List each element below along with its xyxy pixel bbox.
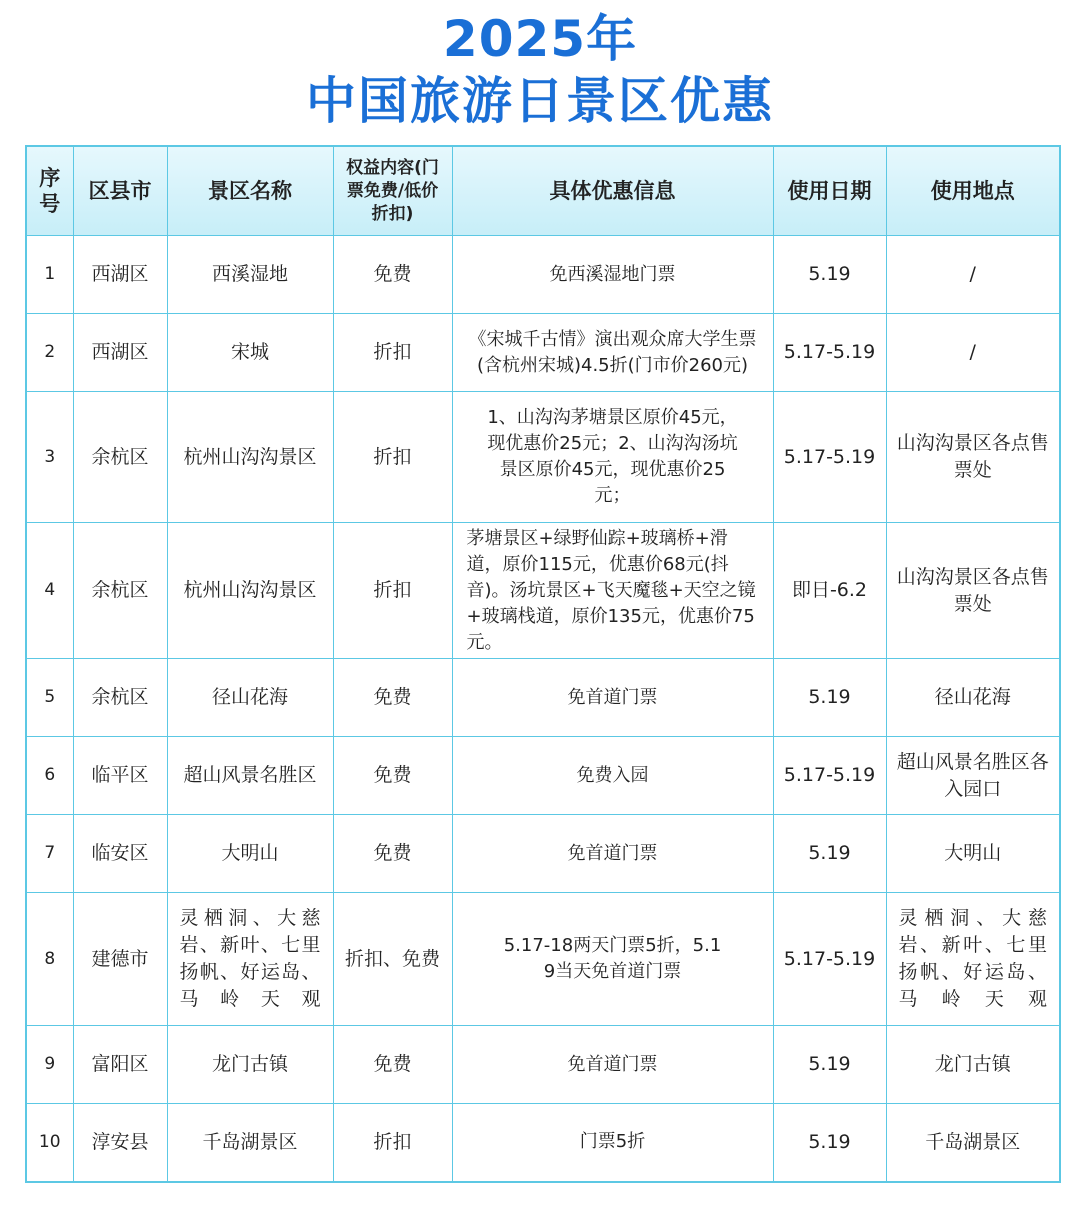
cell-place: 千岛湖景区 xyxy=(886,1104,1060,1182)
cell-place: 山沟沟景区各点售票处 xyxy=(886,523,1060,659)
cell-seq: 1 xyxy=(26,236,73,314)
table-row xyxy=(26,523,1060,659)
cell-benefit: 免费 xyxy=(333,659,452,737)
cell-detail: 免首道门票 xyxy=(452,815,773,893)
cell-name: 龙门古镇 xyxy=(167,1026,333,1104)
cell-place: / xyxy=(886,314,1060,392)
cell-district: 建德市 xyxy=(73,893,167,1026)
cell-detail: 免费入园 xyxy=(452,737,773,815)
cell-name: 千岛湖景区 xyxy=(167,1104,333,1182)
cell-seq: 10 xyxy=(26,1104,73,1182)
cell-detail: 5.17-18两天门票5折，5.19当天免首道门票 xyxy=(452,893,773,1026)
cell-district: 余杭区 xyxy=(73,523,167,659)
cell-benefit: 免费 xyxy=(333,236,452,314)
cell-seq: 6 xyxy=(26,737,73,815)
table-row xyxy=(26,1104,1060,1182)
cell-benefit: 折扣、免费 xyxy=(333,893,452,1026)
cell-detail: 《宋城千古情》演出观众席大学生票(含杭州宋城)4.5折(门市价260元) xyxy=(452,314,773,392)
cell-name: 宋城 xyxy=(167,314,333,392)
cell-date: 即日-6.2 xyxy=(773,523,886,659)
cell-district: 余杭区 xyxy=(73,659,167,737)
cell-place: 大明山 xyxy=(886,815,1060,893)
cell-district: 余杭区 xyxy=(73,392,167,523)
cell-name: 杭州山沟沟景区 xyxy=(167,523,333,659)
cell-seq: 5 xyxy=(26,659,73,737)
cell-seq: 4 xyxy=(26,523,73,659)
discount-table-wrap xyxy=(25,145,1059,1183)
cell-seq: 9 xyxy=(26,1026,73,1104)
header-detail: 具体优惠信息 xyxy=(452,146,773,236)
cell-district: 淳安县 xyxy=(73,1104,167,1182)
table-row xyxy=(26,815,1060,893)
header-benefit: 权益内容(门票免费/低价折扣) xyxy=(333,146,452,236)
cell-benefit: 折扣 xyxy=(333,523,452,659)
cell-seq: 8 xyxy=(26,893,73,1026)
table-row xyxy=(26,737,1060,815)
table-row xyxy=(26,659,1060,737)
cell-date: 5.19 xyxy=(773,659,886,737)
header-district: 区县市 xyxy=(73,146,167,236)
header-date: 使用日期 xyxy=(773,146,886,236)
cell-name: 西溪湿地 xyxy=(167,236,333,314)
cell-district: 西湖区 xyxy=(73,236,167,314)
cell-district: 临安区 xyxy=(73,815,167,893)
table-row xyxy=(26,392,1060,523)
cell-detail: 茅塘景区+绿野仙踪+玻璃桥+滑道，原价115元，优惠价68元(抖音)。汤坑景区+飞天魔毯+天空之镜+玻璃栈道，原价135元，优惠价75元。 xyxy=(452,523,773,659)
header-seq: 序号 xyxy=(26,146,73,236)
cell-place: 灵栖洞、大慈岩、新叶、七里扬帆、好运岛、马岭天观 xyxy=(886,893,1060,1026)
cell-name: 超山风景名胜区 xyxy=(167,737,333,815)
cell-date: 5.17-5.19 xyxy=(773,314,886,392)
table-row xyxy=(26,893,1060,1026)
cell-name: 灵栖洞、大慈岩、新叶、七里扬帆、好运岛、马岭天观 xyxy=(167,893,333,1026)
cell-place: / xyxy=(886,236,1060,314)
cell-benefit: 免费 xyxy=(333,1026,452,1104)
cell-detail: 门票5折 xyxy=(452,1104,773,1182)
page-title: 中国旅游日景区优惠 xyxy=(306,72,774,130)
title-year: 2025年 xyxy=(442,10,638,68)
cell-date: 5.19 xyxy=(773,1104,886,1182)
cell-detail: 免西溪湿地门票 xyxy=(452,236,773,314)
cell-detail: 免首道门票 xyxy=(452,659,773,737)
cell-date: 5.19 xyxy=(773,1026,886,1104)
cell-detail: 1、山沟沟茅塘景区原价45元，现优惠价25元；2、山沟沟汤坑景区原价45元，现优惠价25元； xyxy=(452,392,773,523)
title-block xyxy=(0,8,1080,132)
cell-benefit: 折扣 xyxy=(333,1104,452,1182)
cell-name: 大明山 xyxy=(167,815,333,893)
cell-date: 5.19 xyxy=(773,815,886,893)
header-name: 景区名称 xyxy=(167,146,333,236)
cell-place: 山沟沟景区各点售票处 xyxy=(886,392,1060,523)
cell-date: 5.17-5.19 xyxy=(773,737,886,815)
table-header-row xyxy=(26,146,1060,236)
cell-place: 超山风景名胜区各入园口 xyxy=(886,737,1060,815)
cell-seq: 3 xyxy=(26,392,73,523)
cell-benefit: 折扣 xyxy=(333,392,452,523)
table-row xyxy=(26,314,1060,392)
cell-seq: 2 xyxy=(26,314,73,392)
cell-district: 西湖区 xyxy=(73,314,167,392)
cell-place: 龙门古镇 xyxy=(886,1026,1060,1104)
header-place: 使用地点 xyxy=(886,146,1060,236)
cell-detail: 免首道门票 xyxy=(452,1026,773,1104)
cell-date: 5.17-5.19 xyxy=(773,392,886,523)
table-row xyxy=(26,1026,1060,1104)
cell-date: 5.19 xyxy=(773,236,886,314)
cell-place: 径山花海 xyxy=(886,659,1060,737)
cell-date: 5.17-5.19 xyxy=(773,893,886,1026)
cell-benefit: 折扣 xyxy=(333,314,452,392)
cell-district: 富阳区 xyxy=(73,1026,167,1104)
cell-name: 径山花海 xyxy=(167,659,333,737)
cell-name: 杭州山沟沟景区 xyxy=(167,392,333,523)
table-row xyxy=(26,236,1060,314)
cell-benefit: 免费 xyxy=(333,815,452,893)
cell-district: 临平区 xyxy=(73,737,167,815)
cell-benefit: 免费 xyxy=(333,737,452,815)
discount-table xyxy=(25,145,1061,1183)
cell-seq: 7 xyxy=(26,815,73,893)
